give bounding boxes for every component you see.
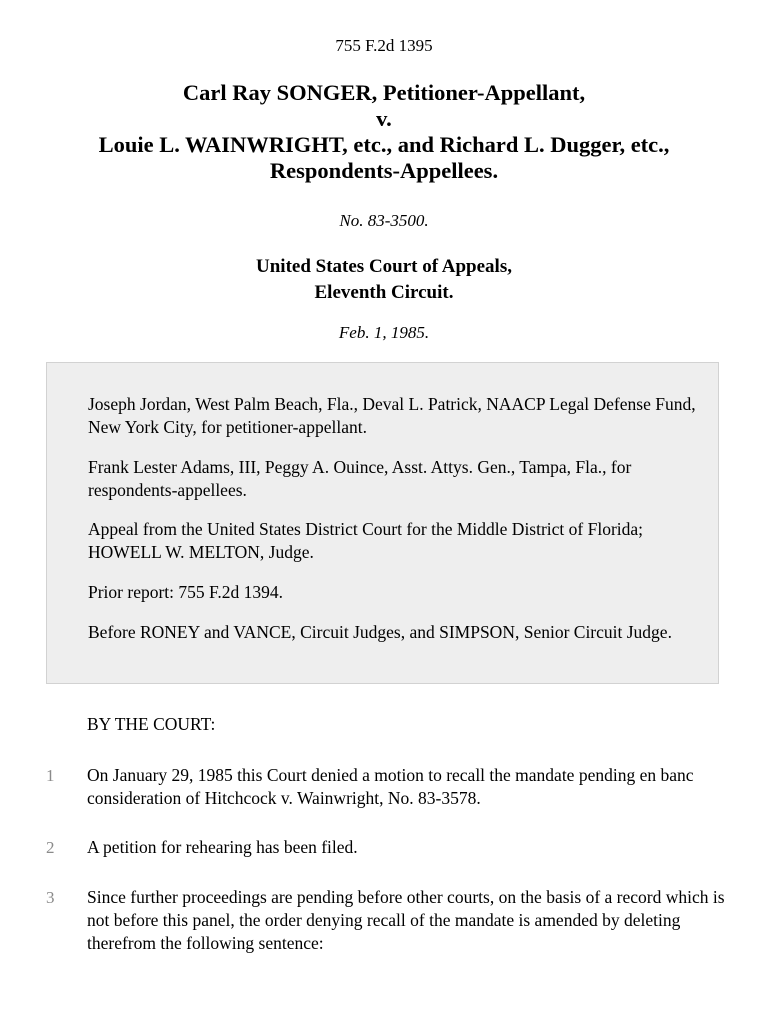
- paragraph-text: A petition for rehearing has been filed.: [87, 837, 358, 857]
- case-header-box: [46, 362, 719, 684]
- decision-date: Feb. 1, 1985.: [338, 323, 430, 342]
- court-name-line1: United States Court of Appeals,: [256, 256, 512, 277]
- by-the-court-heading: BY THE COURT:: [87, 714, 216, 734]
- judges-panel: Before RONEY and VANCE, Circuit Judges, and SIMPSON, Senior Circuit Judge.: [88, 622, 672, 642]
- counsel-respondents: Frank Lester Adams, III, Peggy A. Ouince, Asst. Attys. Gen., Tampa, Fla., for respondents-appellees.: [88, 457, 632, 500]
- court-name: [0, 254, 768, 306]
- paragraph-number: 2: [46, 838, 55, 857]
- counsel-petitioner: Joseph Jordan, West Palm Beach, Fla., Deval L. Patrick, NAACP Legal Defense Fund, New York City, for petitioner-appellant.: [88, 394, 696, 437]
- versus-line: v.: [376, 106, 392, 131]
- paragraph-text: On January 29, 1985 this Court denied a motion to recall the mandate pending en banc consideration of Hitchcock v. Wainwright, No. 83-3578.: [87, 765, 694, 808]
- paragraph-text: Since further proceedings are pending before other courts, on the basis of a record which is not before this panel, the order denying recall of the mandate is amended by deleting therefrom the following sentence:: [87, 887, 725, 953]
- respondent-role-line: Respondents-Appellees.: [269, 158, 499, 183]
- appeal-source: Appeal from the United States District Court for the Middle District of Florida; HOWELL W. MELTON, Judge.: [88, 519, 644, 562]
- case-parties: [0, 80, 768, 184]
- case-citation: 755 F.2d 1395: [335, 36, 433, 55]
- paragraph-number: 3: [46, 888, 55, 907]
- court-name-line2: Eleventh Circuit.: [314, 282, 454, 303]
- prior-report: Prior report: 755 F.2d 1394.: [88, 582, 283, 602]
- docket-number: No. 83-3500.: [339, 211, 429, 230]
- petitioner-line: Carl Ray SONGER, Petitioner-Appellant,: [182, 80, 586, 105]
- respondent-line: Louie L. WAINWRIGHT, etc., and Richard L. Dugger, etc.,: [98, 132, 670, 157]
- paragraph-number: 1: [46, 766, 55, 785]
